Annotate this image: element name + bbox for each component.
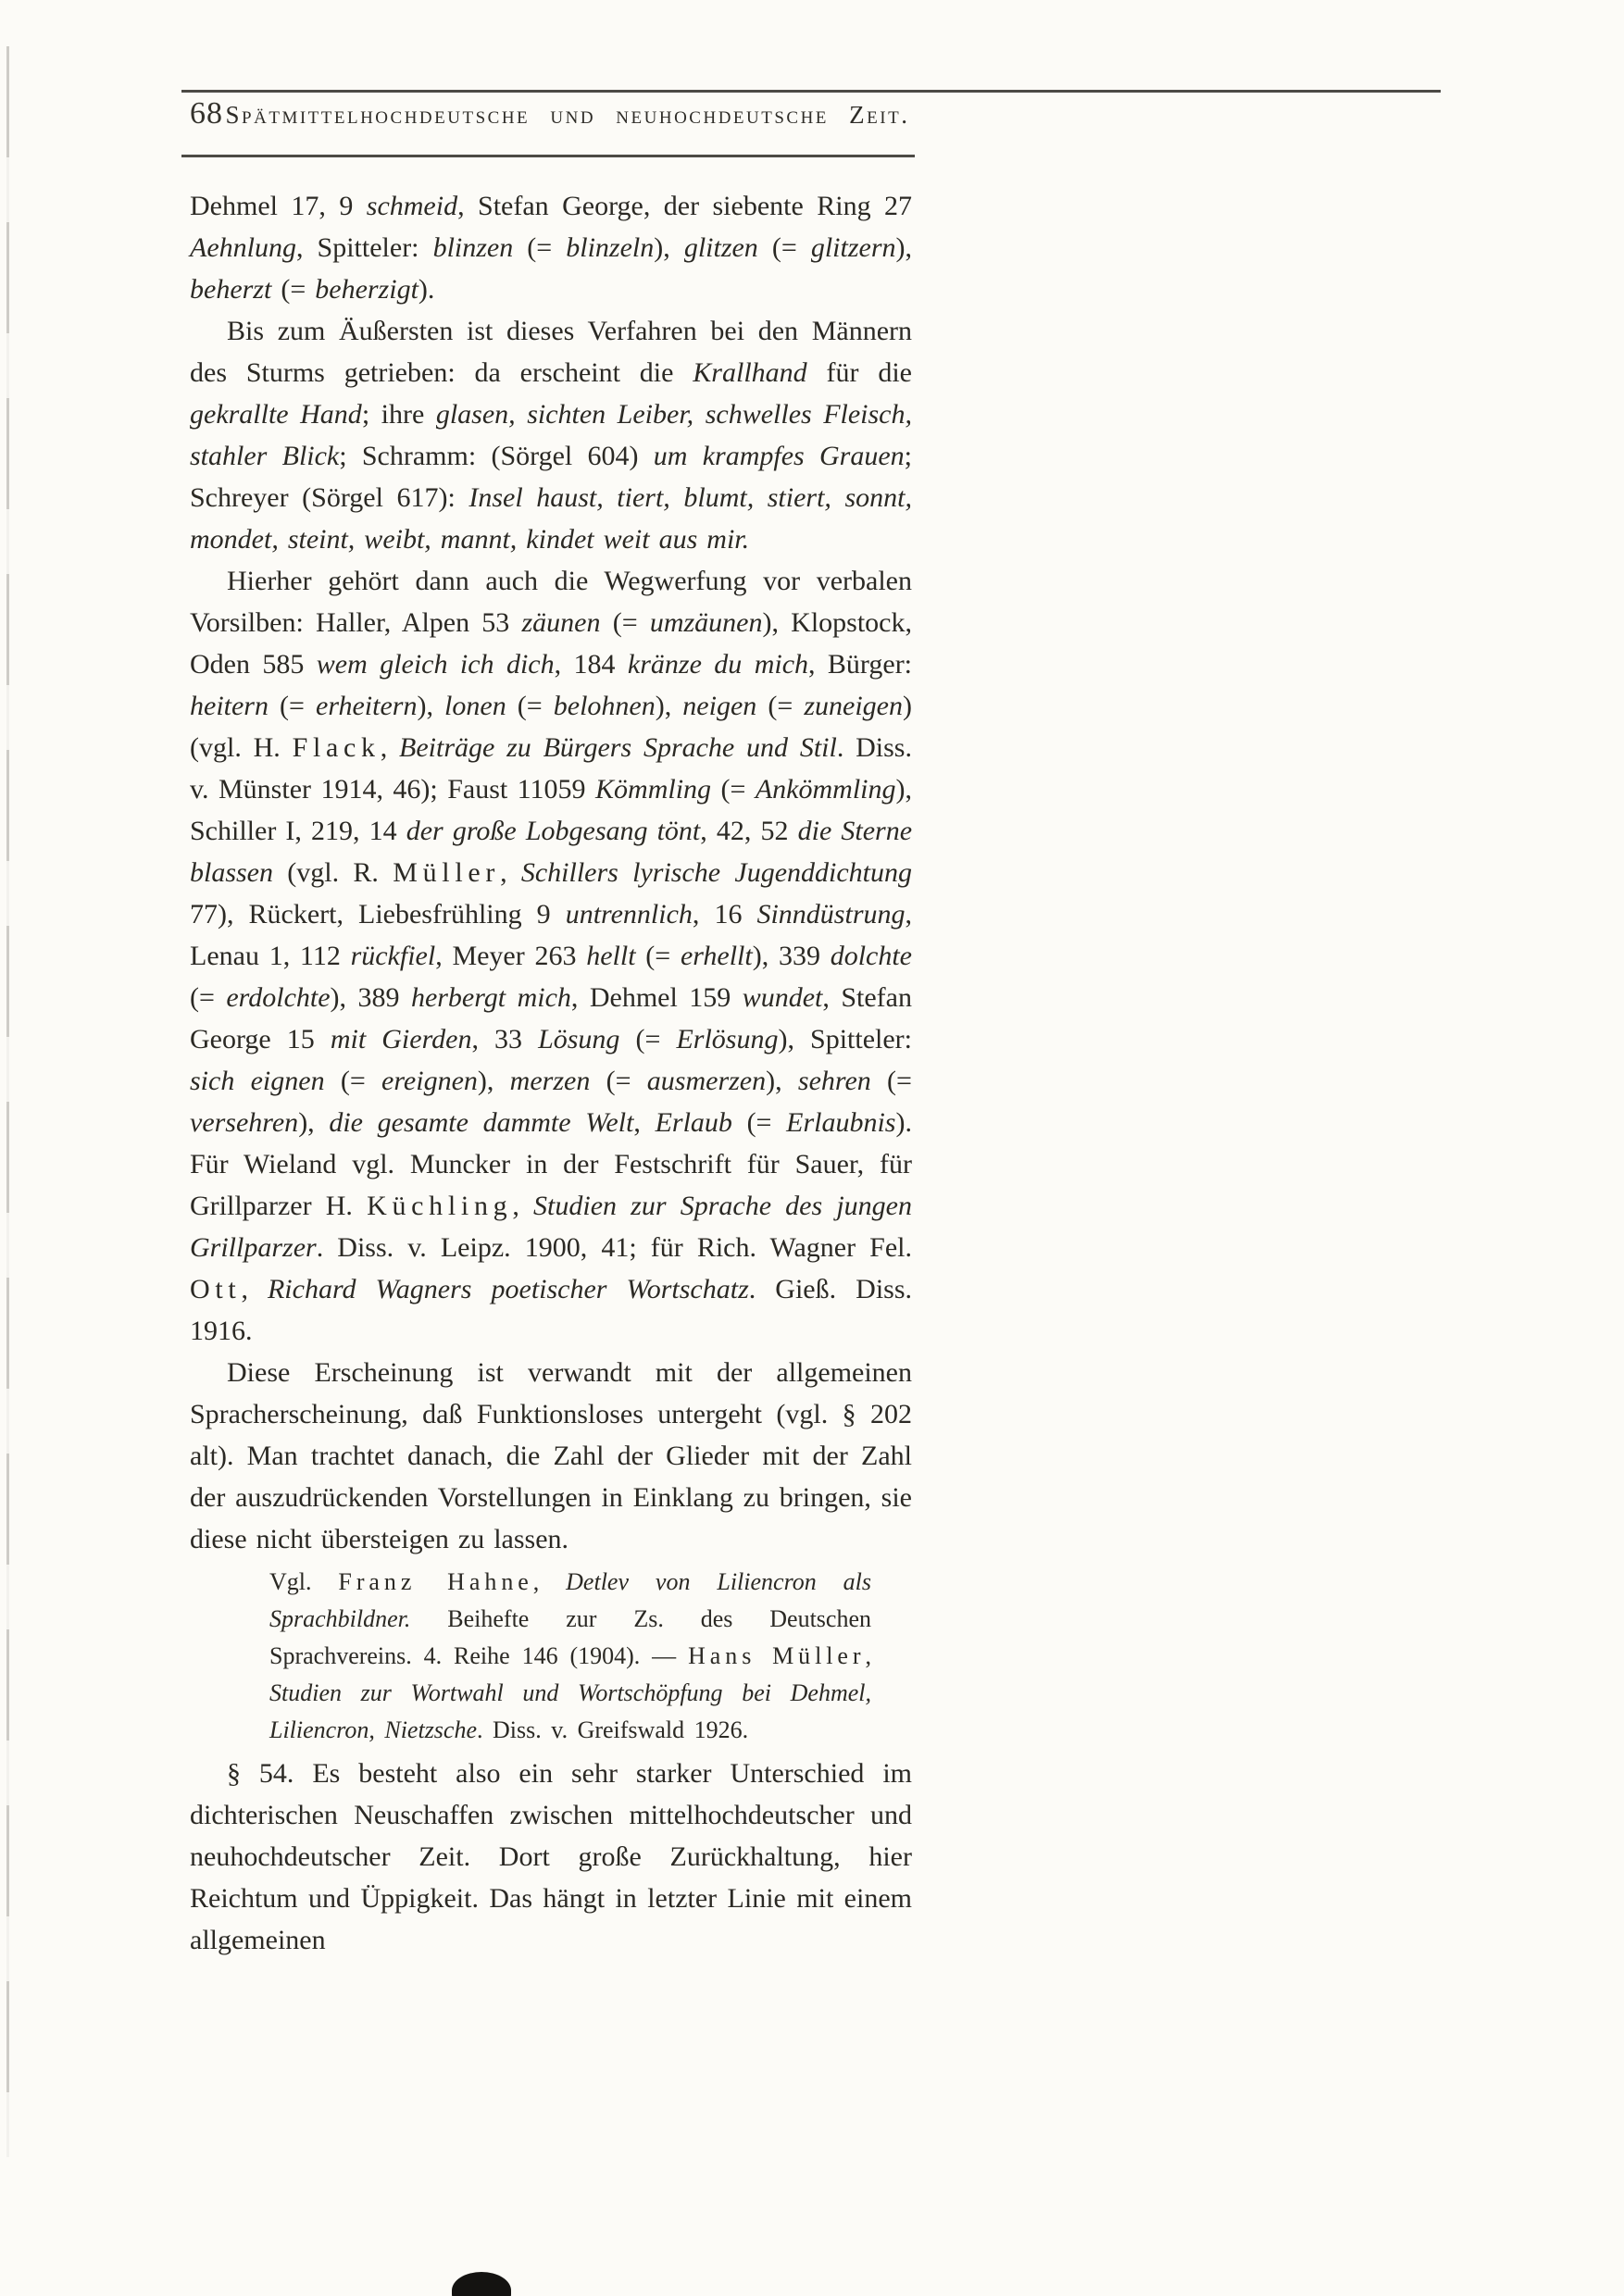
- italic-run: Beiträge zu Bürgers Sprache und Stil: [399, 732, 837, 763]
- text-run: (vgl. R.: [273, 857, 394, 888]
- page-number: 68: [190, 96, 223, 131]
- page-header: [190, 98, 912, 130]
- text-run: ),: [655, 691, 683, 721]
- text-run: ,: [865, 1642, 871, 1669]
- italic-run: beherzt: [190, 274, 272, 305]
- text-run: ),: [298, 1107, 330, 1138]
- italic-run: blinzen: [432, 232, 514, 263]
- text-run: für die: [806, 357, 912, 388]
- italic-run: blinzeln: [566, 232, 655, 263]
- text-run: ), Schiller I, 219, 14: [190, 774, 912, 846]
- paragraph-diese-erscheinung: [190, 1352, 912, 1560]
- text-run: ),: [477, 1066, 510, 1096]
- italic-run: Erlaub: [655, 1107, 732, 1138]
- italic-run: zuneigen: [804, 691, 903, 721]
- text-run: (=: [711, 774, 756, 805]
- italic-run: gekrallte Hand: [190, 399, 362, 430]
- text-run: ,: [633, 1107, 656, 1138]
- italic-run: ereignen: [381, 1066, 478, 1096]
- text-run: ,: [500, 857, 521, 888]
- italic-run: Studien zur Sprache des jungen Grillparzer: [190, 1191, 912, 1263]
- italic-run: kränze du mich: [627, 649, 809, 680]
- text-run: ; Schramm: (Sörgel 604): [339, 441, 654, 471]
- text-run: ,: [380, 732, 400, 763]
- italic-run: Insel haust, tiert, blumt, stiert, sonnt, mondet, steint, weibt, mannt, kindet weit aus mir.: [190, 482, 912, 555]
- italic-run: neigen: [682, 691, 757, 721]
- italic-run: merzen: [509, 1066, 591, 1096]
- text-run: ; Schreyer (Sörgel 617):: [190, 441, 912, 513]
- text-run: ),: [895, 232, 912, 263]
- italic-run: Aehnlung: [190, 232, 296, 263]
- italic-run: lonen: [444, 691, 506, 721]
- italic-run: erheitern: [316, 691, 418, 721]
- italic-run: zäunen: [521, 607, 601, 638]
- italic-run: erhellt: [680, 941, 753, 971]
- text-run: . Diss. v. Leipz. 1900, 41; für Rich. Wagner Fel.: [316, 1232, 912, 1263]
- italic-run: Schillers lyrische Jugenddichtung: [520, 857, 912, 888]
- text-run: ). Für Wieland vgl. Muncker in der Festschrift für Sauer, für Grillparzer H.: [190, 1107, 912, 1221]
- paragraph-dehmel-continuation: [190, 185, 912, 310]
- italic-run: dolchte: [830, 941, 912, 971]
- text-run: Vgl.: [269, 1568, 339, 1595]
- text-run: (=: [757, 232, 811, 263]
- text-run: 77), Rückert, Liebesfrühling 9: [190, 899, 566, 930]
- text-run: . Gieß. Diss. 1916.: [190, 1274, 913, 1346]
- text-run: (=: [731, 1107, 787, 1138]
- italic-run: glitzen: [683, 232, 758, 263]
- italic-run: Lösung: [538, 1024, 620, 1054]
- text-run: , Stefan George 15: [190, 982, 912, 1054]
- italic-run: Krallhand: [693, 357, 807, 388]
- text-run: ,: [532, 1568, 567, 1595]
- italic-run: umzäunen: [649, 607, 763, 638]
- italic-run: heitern: [190, 691, 269, 721]
- italic-run: versehren: [190, 1107, 299, 1138]
- letterspaced-name-run: Flack: [292, 732, 381, 763]
- italic-run: sich eignen: [190, 1066, 325, 1096]
- text-run: ), 339: [752, 941, 831, 971]
- text-run: ),: [654, 232, 684, 263]
- italic-run: schmeid: [366, 191, 458, 221]
- italic-run: um krampfes Grauen: [653, 441, 905, 471]
- italic-run: die gesamte dammte Welt: [329, 1107, 634, 1138]
- italic-run: Erlösung: [676, 1024, 779, 1054]
- text-run: ), Spitteler:: [778, 1024, 912, 1054]
- italic-run: der große Lobgesang tönt: [406, 816, 701, 846]
- left-edge-scan-artifact: [6, 46, 9, 2157]
- italic-run: wem gleich ich dich: [316, 649, 555, 680]
- letterspaced-name-run: Franz Hahne: [338, 1568, 533, 1595]
- text-run: Dehmel 17, 9: [190, 191, 367, 221]
- text-run: , 33: [471, 1024, 539, 1054]
- italic-run: erdolchte: [226, 982, 331, 1013]
- letterspaced-name-run: Müller: [393, 857, 501, 888]
- text-run: , Stefan George, der siebente Ring 27: [457, 191, 912, 221]
- letterspaced-name-run: Küchling: [367, 1191, 513, 1221]
- text-run: , Bürger:: [808, 649, 913, 680]
- italic-run: ausmerzen: [646, 1066, 767, 1096]
- italic-run: Studien zur Wortwahl und Wortschöpfung bei Dehmel, Liliencron, Nietzsche: [269, 1679, 871, 1743]
- text-run: ,: [241, 1274, 268, 1304]
- italic-run: Richard Wagners poetischer Wortschatz: [267, 1274, 749, 1304]
- italic-run: Ankömmling: [755, 774, 896, 805]
- italic-run: rückfiel: [350, 941, 436, 971]
- text-run: (=: [271, 274, 316, 305]
- paragraph-section-54: [190, 1753, 912, 1961]
- body-paragraphs: [190, 185, 912, 1961]
- italic-run: untrennlich: [565, 899, 693, 930]
- text-run: § 54. Es besteht also ein sehr starker Unterschied im dichterischen Neuschaffen zwischen mittelhochdeutscher und neuhochdeutscher Zeit. Dort große Zurückhaltung, hier Reichtum und Üppigkeit. Das hängt in letzter Linie mit einem allgemeinen: [190, 1758, 912, 1955]
- italic-run: Kömmling: [595, 774, 712, 805]
- top-rule: [181, 90, 1441, 93]
- italic-run: die Sterne blassen: [190, 816, 913, 888]
- italic-run: Sinndüstrung: [756, 899, 906, 930]
- italic-run: wundet: [742, 982, 823, 1013]
- text-run: (=: [513, 232, 567, 263]
- text-run: (=: [590, 1066, 647, 1096]
- text-run: (=: [756, 691, 805, 721]
- text-run: , Lenau 1, 112: [190, 899, 912, 971]
- text-run: (=: [268, 691, 317, 721]
- text-run: ),: [417, 691, 445, 721]
- text-run: Bis zum Äußersten ist dieses Verfahren bei den Männern des Sturms getrieben: da erscheint die: [190, 316, 912, 388]
- text-run: (=: [324, 1066, 382, 1096]
- text-run: , 184: [554, 649, 628, 680]
- text-run: Diese Erscheinung ist verwandt mit der allgemeinen Spracherscheinung, daß Funktionsloses untergeht (vgl. § 202 alt). Man trachtet danach, die Zahl der Glieder mit der Zahl der auszudrückenden Vorstellungen in Einklang zu bringen, sie diese nicht übersteigen zu lassen.: [190, 1357, 912, 1554]
- italic-run: glitzern: [810, 232, 896, 263]
- italic-run: mit Gierden: [330, 1024, 472, 1054]
- text-run: . Diss. v. Greifswald 1926.: [477, 1716, 749, 1743]
- text-run: , Spitteler:: [295, 232, 433, 263]
- text-run: , 16: [692, 899, 757, 930]
- italic-run: hellt: [586, 941, 636, 971]
- text-run: , 42, 52: [700, 816, 798, 846]
- letterspaced-name-run: Hans Müller: [688, 1642, 866, 1669]
- text-run: , Dehmel 159: [570, 982, 743, 1013]
- text-run: ), 389: [330, 982, 411, 1013]
- text-run: ),: [766, 1066, 798, 1096]
- text-run: (=: [506, 691, 554, 721]
- italic-run: belohnen: [553, 691, 656, 721]
- text-run: (=: [635, 941, 681, 971]
- italic-run: Erlaubnis: [786, 1107, 896, 1138]
- text-run: , Meyer 263: [435, 941, 587, 971]
- italic-run: sehren: [797, 1066, 871, 1096]
- header-rule: [181, 155, 915, 157]
- italic-run: Detlev von Liliencron als Sprachbildner.: [269, 1568, 871, 1632]
- paragraph-bis-zum-aeussersten: [190, 310, 912, 560]
- text-run: ; ihre: [361, 399, 436, 430]
- text-run: ), Klopstock, Oden 585: [190, 607, 912, 680]
- bottom-ink-blob-artifact: [452, 2272, 511, 2296]
- text-run: Hierher gehört dann auch die Wegwerfung vor verbalen Vorsilben: Haller, Alpen 53: [190, 566, 912, 638]
- text-run: (=: [619, 1024, 677, 1054]
- text-run: ,: [512, 1191, 534, 1221]
- text-run: . Diss. v. Münster 1914, 46); Faust 11059: [190, 732, 912, 805]
- text-run: ) (vgl. H.: [190, 691, 912, 763]
- letterspaced-name-run: Ott: [190, 1274, 242, 1304]
- italic-run: herbergt mich: [410, 982, 571, 1013]
- text-run: (=: [870, 1066, 912, 1096]
- text-run: (=: [600, 607, 650, 638]
- running-title: Spätmittelhochdeutsche und neuhochdeutsche Zeit.: [225, 101, 910, 129]
- text-run: Beihefte zur Zs. des Deutschen Sprachvereins. 4. Reihe 146 (1904). —: [269, 1605, 871, 1669]
- paragraph-bibliography-smallprint: [269, 1564, 871, 1749]
- text-run: ).: [418, 274, 435, 305]
- italic-run: beherzigt: [315, 274, 418, 305]
- paragraph-wegwerfung-vorsilben: [190, 560, 912, 1352]
- italic-run: glasen, sichten Leiber, schwelles Fleisch, stahler Blick: [190, 399, 913, 471]
- text-run: (=: [190, 982, 227, 1013]
